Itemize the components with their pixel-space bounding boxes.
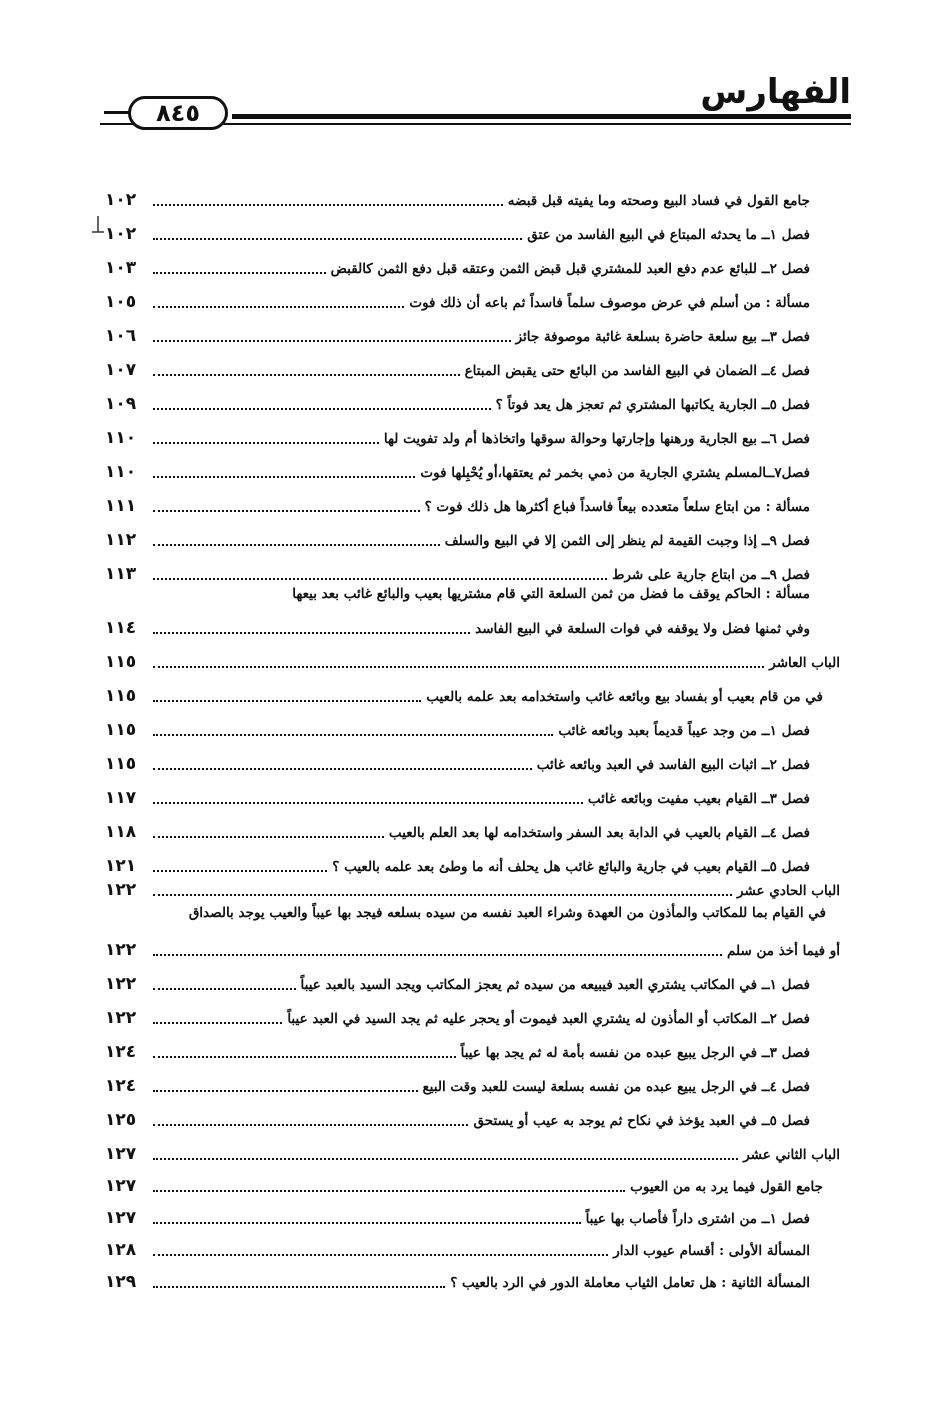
- toc-entry-title: فصل ١ــ من اشترى داراً فأصاب بها عيباً: [585, 1211, 810, 1227]
- toc-entry-title: الباب الحادي عشر: [737, 883, 840, 899]
- toc-entry-line: في القيام بما للمكاتب والمأذون من العهدة وشراء العبد نفسه من سيده بسلعه فيجد بها عيباً والعيب يوجد بالصداق: [188, 905, 826, 921]
- toc-entry-title: فصل ٣ــ القيام بعيب مفيت وبائعه غائب: [587, 791, 810, 807]
- dot-leader: [153, 204, 503, 206]
- toc-entry-title: فصل ٢ــ اثبات البيع الفاسد في العبد وبائعه غائب: [536, 757, 810, 773]
- toc-entry: [105, 998, 810, 1028]
- dot-leader: [153, 306, 404, 308]
- toc-entry: [105, 1166, 823, 1196]
- toc-entry-page: ١٢٢: [105, 880, 137, 900]
- toc-entry-page: ١١٠: [105, 428, 137, 448]
- toc-entry-page: ١٠٢: [105, 224, 137, 244]
- toc-entry-title: مسألة : من ابتاع سلعاً متعدده بيعاً فاسداً فباع أكثرها هل ذلك فوت ؟: [424, 499, 810, 515]
- dot-leader: [153, 1158, 738, 1160]
- toc-entry: [105, 214, 810, 244]
- dot-leader: [153, 272, 326, 274]
- toc-entry: [105, 710, 810, 740]
- toc-entry: [105, 812, 810, 842]
- dot-leader: [153, 476, 415, 478]
- toc-entry-page: ١٢٩: [105, 1272, 137, 1292]
- toc-entry-line: مسألة : الحاكم يوقف ما فضل من ثمن السلعة التي قام مشتريها بعيب والبائع غائب بعد بيعها: [292, 586, 810, 602]
- toc-entry: [105, 282, 810, 312]
- toc-entry-page: ١١٧: [105, 788, 137, 808]
- toc-entry: [105, 180, 810, 210]
- toc-entry-page: ١٢٥: [105, 1110, 137, 1130]
- toc-entry-title: أو فيما أخذ من سلم: [727, 943, 840, 959]
- dot-leader: [153, 1222, 581, 1224]
- toc-entry-title: فصل ٢ــ للبائع عدم دفع العبد للمشتري قبل قبض الثمن وعتقه قبل دفع الثمن كالقبض: [330, 261, 810, 277]
- toc-entry-page: ١١١: [105, 496, 137, 516]
- dot-leader: [153, 238, 522, 240]
- toc-entry-page: ١٠٢: [105, 190, 137, 210]
- toc-entry-title: جامع القول فيما يرد به من العيوب: [630, 1179, 823, 1195]
- toc-entry: [105, 642, 840, 672]
- dot-leader: [153, 1286, 445, 1288]
- toc-entry: [105, 316, 810, 346]
- toc-entry: [105, 744, 810, 774]
- toc-entry-page: ١١٣: [105, 564, 137, 584]
- dot-leader: [153, 988, 296, 990]
- dot-leader: [153, 836, 384, 838]
- toc-entry: [105, 350, 810, 380]
- toc-entry-title: فصل ٥ــ الجارية يكاتبها المشتري ثم تعجز هل يعد فوتاً ؟: [495, 397, 810, 413]
- dot-leader: [153, 802, 583, 804]
- toc-entry: [105, 486, 810, 516]
- toc-entry: [105, 418, 810, 448]
- toc-entry-page: ١٠٥: [105, 292, 137, 312]
- toc-entry: [105, 1230, 810, 1260]
- toc-entry-title: فصل ٤ــ الضمان في البيع الفاسد من البائع حتى يقبض المبتاع: [464, 363, 810, 379]
- toc-entry: [105, 1032, 810, 1062]
- dot-leader: [153, 632, 470, 634]
- toc-entry-title: فصل ٤ــ في الرجل يبيع عبده من نفسه بسلعة ليست للعبد وقت البيع: [422, 1079, 810, 1095]
- toc-entry-page: ١٢٢: [105, 1008, 137, 1028]
- dot-leader: [153, 340, 511, 342]
- dot-leader: [153, 1124, 468, 1126]
- toc-entry-title: فصل ٤ــ القيام بالعيب في الدابة بعد السفر واستخدامه لها بعد العلم بالعيب: [388, 825, 810, 841]
- toc-entry-title: فصل ٣ــ بيع سلعة حاضرة بسلعة غائبة موصوفة جائز: [515, 329, 810, 345]
- toc-entry-page: ١١٥: [105, 686, 137, 706]
- toc-entry-page: ١٢٢: [105, 940, 137, 960]
- dot-leader: [153, 374, 460, 376]
- toc-entry-title: فصل ٣ــ في الرجل يبيع عبده من نفسه بأمة له ثم يجد بها عيباً: [460, 1045, 810, 1061]
- toc-entry-page: ١١٠: [105, 462, 137, 482]
- toc-entry: [105, 964, 810, 994]
- dot-leader: [153, 954, 722, 956]
- dot-leader: [153, 578, 607, 580]
- toc-entry-title: فصل ٩ــ من ابتاع جارية على شرط: [611, 567, 810, 583]
- toc-entry-page: ١٠٦: [105, 326, 137, 346]
- running-title: الفهارس: [700, 72, 851, 112]
- toc-entry-page: ١٢٤: [105, 1076, 137, 1096]
- toc-entry-title: المسألة الأولى : أقسام عيوب الدار: [613, 1243, 810, 1259]
- toc-entry: [105, 1198, 810, 1228]
- toc-entry: [105, 1262, 810, 1292]
- toc-entry-page: ١١٤: [105, 618, 137, 638]
- toc-entry: [105, 248, 810, 278]
- toc-entry-title: وفي ثمنها فضل ولا يوقفه في فوات السلعة في البيع الفاسد: [475, 621, 810, 637]
- dot-leader: [153, 1090, 418, 1092]
- dot-leader: [153, 544, 440, 546]
- toc-entry-title: فصل ١ــ في المكاتب يشتري العبد فيبيعه من سيده ثم يعجز المكاتب ويجد السيد بالعبد عيباً: [300, 977, 810, 993]
- dot-leader: [153, 510, 420, 512]
- toc-entry: [105, 608, 810, 638]
- dot-leader: [153, 700, 421, 702]
- toc-entry-page: ١١٨: [105, 822, 137, 842]
- toc-entry: [105, 520, 810, 550]
- dot-leader: [153, 666, 764, 668]
- dot-leader: [153, 408, 491, 410]
- dot-leader: [153, 442, 379, 444]
- toc-entry-page: ١٢٧: [105, 1176, 137, 1196]
- dot-leader: [153, 1190, 625, 1192]
- toc-entry-title: فصل ٦ــ بيع الجارية ورهنها وإجارتها وحوالة سوقها واتخاذها أم ولد تفويت لها: [383, 431, 810, 447]
- toc-entry-title: فصل ١ــ من وجد عيباً قديماً بعبد وبائعه غائب: [558, 723, 810, 739]
- toc-entry-title: فصل٧ــالمسلم يشتري الجارية من ذمي بخمر ثم يعتقها،أو يُحْبِلها فوت: [420, 465, 810, 481]
- toc-entry: [105, 1134, 840, 1164]
- toc-entry: [105, 870, 840, 900]
- page-number: ٨٤٥: [156, 99, 200, 127]
- toc-entry-title: فصل ٥ــ في العبد يؤخذ في نكاح ثم يوجد به عيب أو يستحق: [473, 1113, 810, 1129]
- toc-entry-page: ١٠٩: [105, 394, 137, 414]
- toc-entry-page: ١٢٢: [105, 974, 137, 994]
- toc-entry: [105, 452, 810, 482]
- toc-entry: [105, 1066, 810, 1096]
- dot-leader: [153, 768, 532, 770]
- toc-entry-page: ١٢٧: [105, 1208, 137, 1228]
- dot-leader: [153, 1254, 608, 1256]
- dot-leader: [153, 894, 732, 896]
- toc-entry-title: فصل ١ــ ما يحدثه المبتاع في البيع الفاسد من عتق: [527, 227, 810, 243]
- toc-entry-page: ١١٥: [105, 720, 137, 740]
- toc-entry-page: ١٢٧: [105, 1144, 137, 1164]
- toc-entry-title: فصل ٥ــ القيام بعيب في جارية والبائع غائب هل يحلف أنه ما وطئ بعد علمه بالعيب ؟: [332, 859, 810, 875]
- dot-leader: [153, 1022, 282, 1024]
- toc-entry: [105, 676, 823, 706]
- toc-entry-title: جامع القول في فساد البيع وصحته وما يفيته قبل قبضه: [507, 193, 810, 209]
- dot-leader: [153, 734, 553, 736]
- toc-entry-page: ١١٥: [105, 652, 137, 672]
- toc-entry-title: مسألة : من أسلم في عرض موصوف سلماً فاسداً ثم باعه أن ذلك فوت: [409, 295, 810, 311]
- toc-entry-page: ١٢١: [105, 856, 137, 876]
- toc-entry-title: المسألة الثانية : هل تعامل الثياب معاملة الدور في الرد بالعيب ؟: [450, 1275, 810, 1291]
- toc-entry: [105, 930, 840, 960]
- toc-entry-page: ١٠٣: [105, 258, 137, 278]
- toc-entry-page: ١٢٨: [105, 1240, 137, 1260]
- dot-leader: [153, 1056, 456, 1058]
- toc-entry-title: فصل ٢ــ المكاتب أو المأذون له يشتري العبد فيموت أو يحجر عليه ثم يجد السيد في العبد عيباً: [287, 1011, 810, 1027]
- toc-entry: [105, 384, 810, 414]
- toc-entry-page: ١١٢: [105, 530, 137, 550]
- toc-entry-page: ١١٥: [105, 754, 137, 774]
- toc-entry: [105, 1100, 810, 1130]
- toc-entry-page: ١٢٤: [105, 1042, 137, 1062]
- toc-entry-page: ١٠٧: [105, 360, 137, 380]
- toc-entry: [105, 554, 810, 584]
- toc-entry-title: الباب العاشر: [769, 655, 840, 671]
- toc-entry: [105, 778, 810, 808]
- toc-entry-title: في من قام بعيب أو بفساد بيع وبائعه غائب واستخدامه بعد علمه بالعيب: [426, 689, 823, 705]
- toc-entry-title: فصل ٩ــ إذا وجبت القيمة لم ينظر إلى الثمن إلا في البيع والسلف: [444, 533, 810, 549]
- toc-entry-title: الباب الثاني عشر: [743, 1147, 840, 1163]
